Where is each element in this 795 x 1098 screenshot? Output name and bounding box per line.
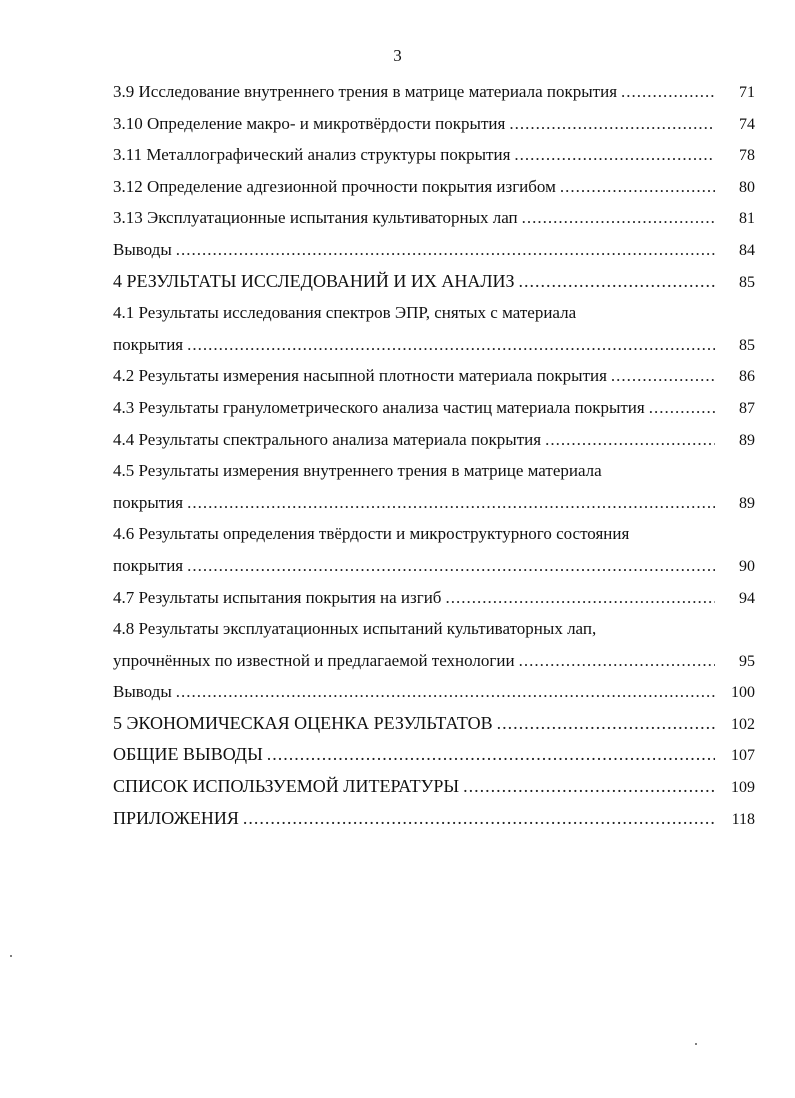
toc-dot-leader	[243, 803, 715, 835]
toc-entry[interactable]	[113, 739, 755, 771]
toc-entry-page: 109	[731, 779, 755, 797]
toc-entry-title: покрытия	[113, 492, 184, 512]
toc-entry[interactable]	[113, 613, 755, 645]
toc-entry-title: 4.5 Результаты измерения внутреннего трения в матрице материала	[113, 461, 602, 481]
toc-entry-title: 3.11 Металлографический анализ структуры покрытия	[113, 145, 511, 165]
toc-dot-leader	[519, 645, 715, 677]
toc-entry-page: 85	[739, 273, 755, 291]
toc-entry-title: СПИСОК ИСПОЛЬЗУЕМОЙ ЛИТЕРАТУРЫ	[113, 776, 460, 797]
toc-dot-leader	[463, 771, 715, 803]
toc-dot-leader	[545, 424, 715, 456]
toc-entry-title: 4.7 Результаты испытания покрытия на изгиб	[113, 587, 442, 607]
toc-dot-leader	[187, 487, 715, 519]
toc-entry[interactable]	[113, 803, 755, 835]
toc-entry-title: 5 ЭКОНОМИЧЕСКАЯ ОЦЕНКА РЕЗУЛЬТАТОВ	[113, 712, 493, 733]
toc-entry-page: 107	[731, 747, 755, 765]
toc-entry-title: 3.10 Определение макро- и микротвёрдости покрытия	[113, 113, 506, 133]
toc-entry-title: 3.13 Эксплуатационные испытания культиваторных лап	[113, 208, 518, 228]
toc-dot-leader	[497, 708, 715, 740]
toc-entry-title: ПРИЛОЖЕНИЯ	[113, 807, 239, 828]
table-of-contents	[113, 76, 755, 834]
toc-entry-page: 71	[739, 84, 755, 101]
toc-entry-page: 86	[739, 368, 755, 386]
toc-dot-leader	[445, 582, 715, 614]
toc-entry-page: 89	[739, 431, 755, 449]
toc-dot-leader	[560, 171, 715, 203]
toc-entry-page: 118	[731, 810, 755, 828]
toc-entry[interactable]	[113, 676, 755, 708]
toc-dot-leader	[519, 266, 715, 298]
toc-entry-title: упрочнённых по известной и предлагаемой технологии	[113, 650, 515, 670]
toc-entry-page: 81	[739, 210, 755, 228]
toc-entry-title: 4 РЕЗУЛЬТАТЫ ИССЛЕДОВАНИЙ И ИХ АНАЛИЗ	[113, 270, 515, 291]
toc-entry-page: 85	[739, 336, 755, 354]
toc-entry-page: 90	[739, 557, 755, 575]
toc-entry-title: 4.4 Результаты спектрального анализа материала покрытия	[113, 429, 542, 449]
toc-entry-page: 80	[739, 178, 755, 196]
toc-dot-leader	[187, 329, 715, 361]
toc-entry-page: 87	[739, 399, 755, 417]
toc-entry-page: 89	[739, 494, 755, 512]
toc-entry[interactable]	[113, 266, 755, 298]
toc-dot-leader	[176, 234, 715, 266]
toc-entry[interactable]	[113, 76, 755, 108]
toc-entry-page: 102	[731, 715, 755, 733]
toc-entry-title: 3.12 Определение адгезионной прочности покрытия изгибом	[113, 176, 556, 196]
scan-speck	[695, 1043, 697, 1045]
toc-entry[interactable]	[113, 424, 755, 456]
toc-entry-title: 4.3 Результаты гранулометрического анализа частиц материала покрытия	[113, 397, 645, 417]
toc-entry[interactable]	[113, 108, 755, 140]
toc-dot-leader	[176, 676, 715, 708]
toc-entry-title: покрытия	[113, 555, 184, 575]
toc-entry-title: Выводы	[113, 682, 172, 702]
toc-entry[interactable]	[113, 550, 755, 582]
toc-entry[interactable]	[113, 297, 755, 329]
scan-speck	[10, 955, 12, 957]
toc-entry-page: 84	[739, 241, 755, 259]
toc-entry[interactable]	[113, 487, 755, 519]
toc-entry-title: 4.6 Результаты определения твёрдости и микроструктурного состояния	[113, 524, 630, 544]
toc-dot-leader	[621, 76, 715, 108]
toc-entry[interactable]	[113, 202, 755, 234]
toc-entry-title: 4.2 Результаты измерения насыпной плотности материала покрытия	[113, 366, 607, 386]
toc-entry[interactable]	[113, 645, 755, 677]
toc-dot-leader	[514, 139, 715, 171]
toc-entry[interactable]	[113, 392, 755, 424]
toc-entry[interactable]	[113, 329, 755, 361]
toc-entry[interactable]	[113, 234, 755, 266]
toc-entry-page: 95	[739, 652, 755, 670]
toc-entry-page: 100	[731, 684, 755, 702]
toc-entry[interactable]	[113, 708, 755, 740]
toc-entry-page: 78	[739, 147, 755, 165]
toc-entry[interactable]	[113, 455, 755, 487]
toc-entry-title: Выводы	[113, 239, 172, 259]
toc-entry-title: 3.9 Исследование внутреннего трения в матрице материала покрытия	[113, 82, 618, 101]
toc-entry[interactable]	[113, 171, 755, 203]
toc-entry-title: покрытия	[113, 334, 184, 354]
toc-entry-title: 4.1 Результаты исследования спектров ЭПР, снятых с материала	[113, 303, 577, 323]
toc-entry-page: 94	[739, 589, 755, 607]
toc-entry[interactable]	[113, 518, 755, 550]
page-number: 3	[393, 46, 402, 65]
toc-dot-leader	[509, 108, 715, 140]
toc-entry[interactable]	[113, 360, 755, 392]
toc-entry-title: 4.8 Результаты эксплуатационных испытаний культиваторных лап,	[113, 619, 597, 639]
toc-entry-page: 74	[739, 115, 755, 133]
toc-dot-leader	[649, 392, 715, 424]
toc-dot-leader	[522, 202, 715, 234]
toc-entry[interactable]	[113, 771, 755, 803]
toc-entry-title: ОБЩИЕ ВЫВОДЫ	[113, 744, 263, 765]
toc-dot-leader	[187, 550, 715, 582]
toc-dot-leader	[611, 360, 715, 392]
toc-dot-leader	[267, 739, 715, 771]
toc-entry[interactable]	[113, 139, 755, 171]
toc-entry[interactable]	[113, 582, 755, 614]
